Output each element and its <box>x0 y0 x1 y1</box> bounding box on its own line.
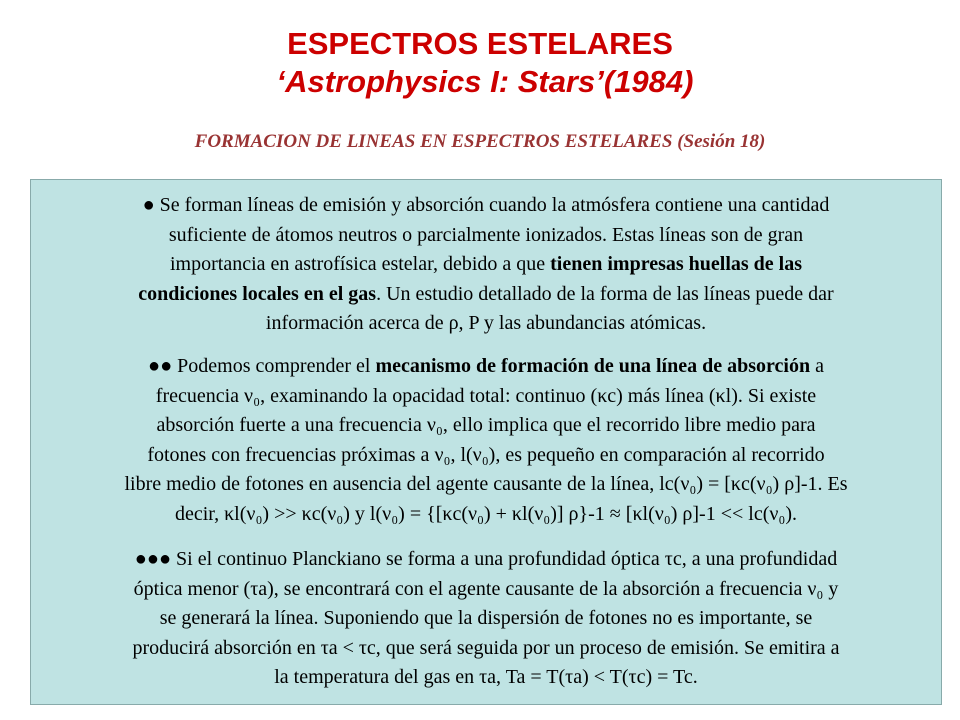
paragraph-3 <box>31 545 941 693</box>
page-title: ESPECTROS ESTELARES <box>287 26 673 61</box>
p1-line-4-text: . Un estudio detallado de la forma de las líneas puede dar <box>376 282 834 305</box>
p1-line-1: ● Se forman líneas de emisión y absorción cuando la atmósfera contiene una cantidad <box>142 194 830 216</box>
content-box <box>30 179 942 705</box>
p1-line-3-text: importancia en astrofísica estelar, debido a que <box>169 253 551 275</box>
p2-line-5: libre medio de fotones en ausencia del agente causante de la línea, lc(ν₀) = [κc(ν₀) ρ]-1. Es <box>124 473 848 495</box>
p3-line-3: se generará la línea. Suponiendo que la dispersión de fotones no es importante, se <box>159 607 813 629</box>
p1-line-3 <box>31 250 941 280</box>
p2-line-3: absorción fuerte a una frecuencia ν₀, ello implica que el recorrido libre medio para <box>156 414 816 436</box>
p2-line-1-text: ●● Podemos comprender el <box>148 355 376 377</box>
p1-line-4 <box>31 280 941 310</box>
paragraph-2 <box>31 352 941 529</box>
p2-line-1-bold: mecanismo de formación de una línea de absorción <box>375 355 811 377</box>
p3-line-5: la temperatura del gas en τa, Ta = T(τa) < T(τc) = Tc. <box>274 666 698 688</box>
p1-line-5: información acerca de ρ, P y las abundancias atómicas. <box>265 312 707 334</box>
p2-line-1 <box>31 352 941 382</box>
book-title: ‘Astrophysics I: Stars’(1984) <box>276 64 694 99</box>
p3-line-2: óptica menor (τa), se encontrará con el agente causante de la absorción a frecuencia ν₀ y <box>133 577 839 600</box>
p2-line-4: fotones con frecuencias próximas a ν₀, l(ν₀), es pequeño en comparación al recorrido <box>147 443 825 466</box>
p1-line-3-bold: tienen impresas huellas de las <box>550 253 803 275</box>
p3-line-1: ●●● Si el continuo Planckiano se forma a una profundidad óptica τc, a una profundidad <box>134 548 838 570</box>
p3-line-4: producirá absorción en τa < τc, que será seguida por un proceso de emisión. Se emitira a <box>132 636 840 659</box>
p1-line-4-bold: condiciones locales en el gas <box>138 282 377 305</box>
paragraph-1 <box>31 191 941 339</box>
session-subtitle: FORMACION DE LINEAS EN ESPECTROS ESTELARES (Sesión 18) <box>194 131 766 152</box>
p2-line-1-end: a <box>810 355 824 377</box>
p2-line-2: frecuencia ν₀, examinando la opacidad total: continuo (κc) más línea (κl). Si existe <box>155 384 817 407</box>
p1-line-2: suficiente de átomos neutros o parcialmente ionizados. Estas líneas son de gran <box>168 223 804 246</box>
p2-line-6: decir, κl(ν₀) >> κc(ν₀) y l(ν₀) = {[κc(ν₀) + κl(ν₀)] ρ}-1 ≈ [κl(ν₀) ρ]-1 << lc(ν₀). <box>174 502 798 525</box>
